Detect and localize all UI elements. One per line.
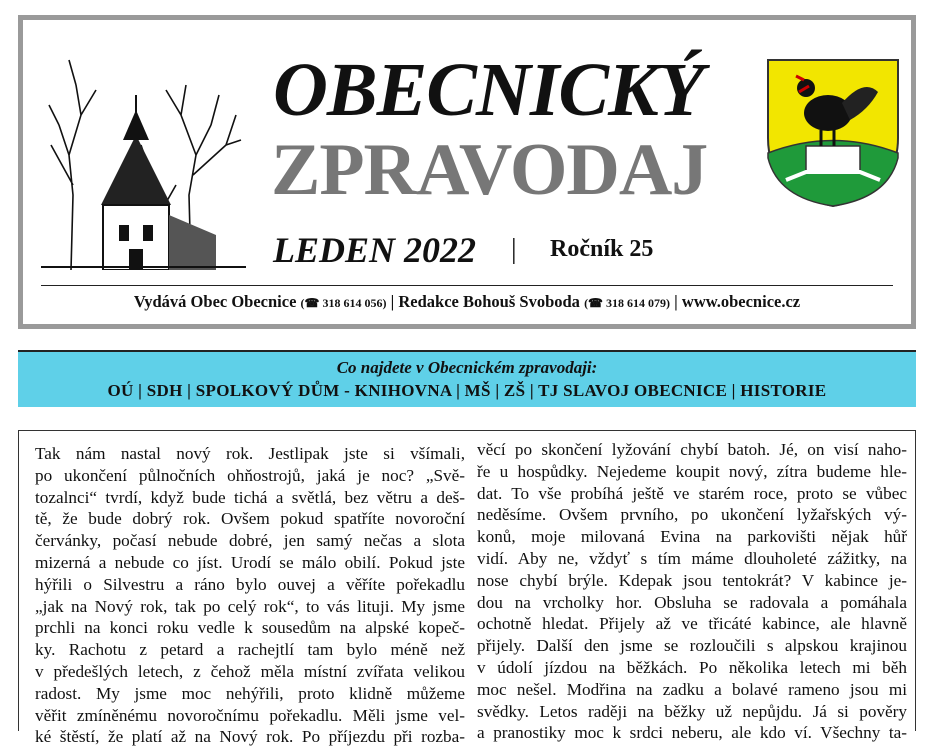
contents-items: OÚ | SDH | SPOLKOVÝ DŮM - KNIHOVNA | MŠ | ZŠ | TJ SLAVOJ OBECNICE | HISTORIE <box>107 381 827 400</box>
contents-title: Co najdete v Obecnickém zpravodaji: <box>336 358 598 377</box>
website-link[interactable]: | www.obecnice.cz <box>674 292 801 311</box>
article-line: Tak nám nastal nový rok. Jestlipak jste si všímali, <box>35 444 465 463</box>
article-line: věřit zmíněnému novoročnímu pořekadlu. Měli jsme vel- <box>35 705 465 725</box>
article-line: neděsíme. Ovšem prvního, po ukončení lyžařských vý- <box>477 505 907 525</box>
volume-label: Ročník 25 <box>550 236 654 262</box>
article-line: hýřili o Silvestru a ráno bylo ouvej a věříte pořekadlu <box>35 574 465 594</box>
editor: | Redakce Bohouš Svoboda <box>390 292 580 311</box>
article-line: moc nešel. Modřina na zadku a bolavé rameno jsou mi <box>477 679 907 699</box>
article-line: věcí po skončení lyžování chybí batoh. Jé, on visí naho- <box>477 440 907 459</box>
article-column-2 <box>477 439 907 744</box>
article-line: nose chybí brýle. Kdepak jsou tentokrát? V kabince je- <box>477 570 907 590</box>
article-line: mizerná a nebude co jíst. Urodí se málo obilí. Pokud jste <box>35 552 465 572</box>
article-line: ochotně hledat. Přijely až ve třicáté kabince, ale hlavně <box>477 614 907 634</box>
article-line: svědky. Letos raději na běžky už nepůjdu. Já si pověry <box>477 701 907 721</box>
article-line: v předešlých letech, z čehož měla místní zvířata velikou <box>35 661 465 681</box>
article-line: červánky, počasí nebude dobré, jen samý nečas a slota <box>35 531 465 551</box>
masthead <box>18 15 916 329</box>
article-box <box>18 430 916 747</box>
article-line: ky. Rachotu z petard a rachejtlí tam bylo méně než <box>35 640 465 660</box>
article-line: vidí. Aby ne, vždyť s tím máme dlouholeté zážitky, na <box>477 548 907 568</box>
phone-editor: (☎ 318 614 079) <box>584 296 671 310</box>
article-line: přijely. Další den jsme se rozloučili s alpskou krajinou <box>477 636 907 656</box>
article-line: po ukončení půlnočních ohňostrojů, jaká je noc? „Svě- <box>35 465 465 485</box>
coat-of-arms-icon <box>766 58 900 208</box>
article-line: a pranostiky moc k srdci neberu, ale kdo ví. Všechny ta- <box>477 723 907 743</box>
article-line: ře u hospůdky. Nejedeme koupit nový, zítra budeme hle- <box>477 461 907 481</box>
contents-banner <box>18 350 916 407</box>
article-line: tozalnci“ tvrdí, když bude tichá a světlá, bez větru a deš- <box>35 487 465 507</box>
masthead-rule <box>41 285 893 286</box>
contact-line <box>23 292 911 312</box>
article-line: radost. My jsme moc nehýřili, proto klidně můžeme <box>35 683 465 703</box>
article-line: konů, moje milovaná Evina na parkovišti nějak hůř <box>477 527 907 547</box>
publisher: Vydává Obec Obecnice <box>133 292 297 311</box>
article-line: v údolí jízdou na běžkách. Po několika letech mi běh <box>477 657 907 677</box>
issue-date: LEDEN 2022 <box>273 230 477 270</box>
issue-separator: | <box>511 234 517 265</box>
title-line2: ZPRAVODAJ <box>271 129 708 211</box>
article-line: „jak na Nový rok, tak po celý rok“, to vás lituji. My jsme <box>35 596 465 616</box>
phone-office: (☎ 318 614 056) <box>300 296 387 310</box>
article-line: prchli na konci roku vedle k sousedům na alpské kopeč- <box>35 618 465 638</box>
article-line: tě, že bude dobrý rok. Ovšem pokud spatříte novoroční <box>35 509 465 529</box>
church-illustration <box>41 45 246 270</box>
article-line: dou na vrcholky hor. Obsluha se radovala a pomáhala <box>477 592 907 612</box>
article-column-1 <box>35 443 465 748</box>
title-line1: OBECNICKÝ <box>273 48 704 132</box>
article-line: dat. To vše probíhá ještě ve starém roce, proto se vůbec <box>477 483 907 503</box>
article-line: ké štěstí, že platí až na Nový rok. Po příjezdu při rozba- <box>35 727 465 747</box>
